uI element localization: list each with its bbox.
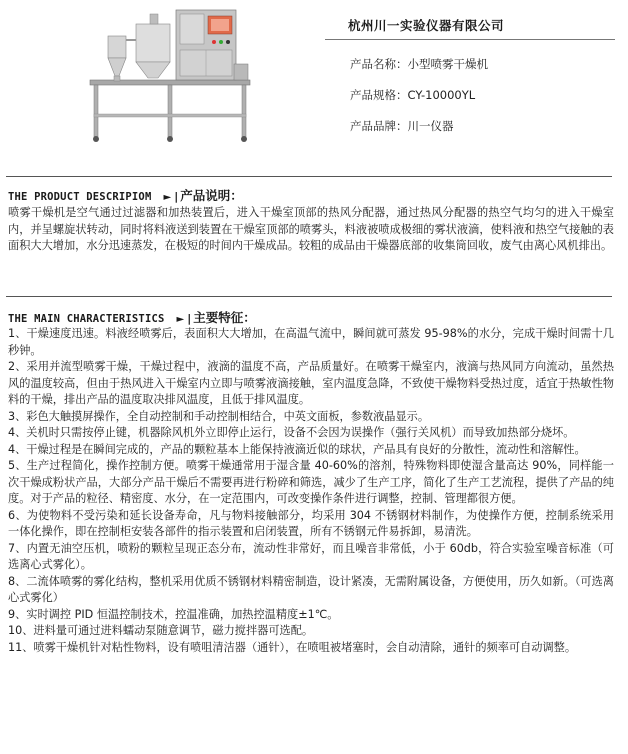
arrow-right-icon: ► [176, 314, 185, 325]
company-underline [325, 39, 615, 40]
section-title-en: THE PRODUCT DESCRIPIOM [8, 191, 152, 203]
list-item: 5、生产过程简化，操作控制方便。喷雾干燥通常用于湿含量 40-60%的溶剂，特殊物料即使湿含量高达 90%，同样能一次干燥成粉状产品，大部分产品干燥后不需要再进行粉碎和筛选，减少了生产工序，简化了生产工艺流程，提供了产品的纯度。对于产品的粒径、精密度、水分，在一定范围内，可改变操作条件进行调整，控制、管理都很方便。 [8, 459, 614, 505]
product-name: 产品名称：小型喷雾干燥机 [350, 57, 488, 71]
divider-top [6, 176, 612, 177]
header-section [0, 0, 628, 176]
list-item: 8、二流体喷雾的雾化结构，整机采用优质不锈钢材料精密制造，设计紧凑，无需附属设备，方便使用，历久如新。（可选离心式雾化） [8, 574, 614, 604]
list-item: 6、为使物料不受污染和延长设备寿命，凡与物料接触部分，均采用 304 不锈钢材料制作，为使操作方便，控制系统采用一体化操作，即在控制柜安装各部件的指示装置和启闭装置，所有不锈钢元件易拆卸，易清洗。 [8, 508, 614, 538]
list-item: 11、喷雾干燥机针对粘性物料，设有喷咀清洁器（通针），在喷咀被堵塞时，会自动清除，通针的频率可自动调整。 [8, 640, 577, 654]
section-title-en: THE MAIN CHARACTERISTICS [8, 313, 165, 325]
list-item: 9、实时调控 PID 恒温控制技术，控温准确，加热控温精度±1℃。 [8, 607, 339, 621]
list-item: 4、关机时只需按停止键，机器除风机外立即停止运行，设备不会因为误操作（强行关风机）而导致加热部分烧坏。 [8, 426, 575, 439]
product-brand: 产品品牌：川一仪器 [350, 119, 454, 133]
product-model: 产品规格：CY-10000YL [350, 88, 476, 102]
divider-middle [6, 296, 612, 297]
product-description: 喷雾干燥机是空气通过过滤器和加热装置后，进入干燥室顶部的热风分配器，通过热风分配器的热空气均匀的进入干燥室内，并呈螺旋状转动，同时将料液送到装置在干燥室顶部的喷雾头，料液被喷成极细的雾状液滴，使料液和热空气接触的表面积大大增加，水分迅速蒸发，在极短的时间内干燥成品。较粗的成品由干燥器底部的收集筒回收，废气由离心风机排出。 [8, 206, 614, 252]
list-item: 10、进料量可通过进料蠕动泵随意调节，磁力搅拌器可选配。 [8, 624, 314, 637]
characteristics-list [8, 326, 614, 656]
list-item: 4、干燥过程是在瞬间完成的，产品的颗粒基本上能保持液滴近似的球状，产品具有良好的分散性，流动性和溶解性。 [8, 442, 586, 456]
arrow-right-icon: ► [163, 192, 172, 203]
section-title-description [8, 186, 243, 204]
spray-dryer-image [84, 6, 256, 144]
section-title-cn: 产品说明： [180, 188, 243, 203]
title-separator: | [174, 190, 179, 203]
list-item: 7、内置无油空压机，喷粉的颗粒呈现正态分布，流动性非常好，而且噪音非常低，小于 60db，符合实验室噪音标准（可选离心式雾化）。 [8, 541, 614, 571]
list-item: 1、干燥速度迅速。料液经喷雾后，表面积大大增加，在高温气流中，瞬间就可蒸发 95-98%的水分，完成干燥时间需十几秒钟。 [8, 327, 614, 357]
section-title-characteristics [8, 308, 256, 326]
section-title-cn: 主要特征： [193, 310, 256, 325]
list-item: 2、采用并流型喷雾干燥，干燥过程中，液滴的温度不高，产品质量好。在喷雾干燥室内，液滴与热风同方向流动，虽然热风的温度较高，但由于热风进入干燥室内立即与喷雾液滴接触，室内温度急降，不致使干燥物料受热过度，适宜于热敏性物料的干燥，排出产品的温度取决排风温度，且低于排风温度。 [8, 360, 614, 406]
company-name: 杭州川一实验仪器有限公司 [348, 18, 505, 33]
title-separator: | [187, 312, 192, 325]
list-item: 3、彩色大触摸屏操作，全自动控制和手动控制相结合，中英文面板，参数液晶显示。 [8, 409, 430, 423]
